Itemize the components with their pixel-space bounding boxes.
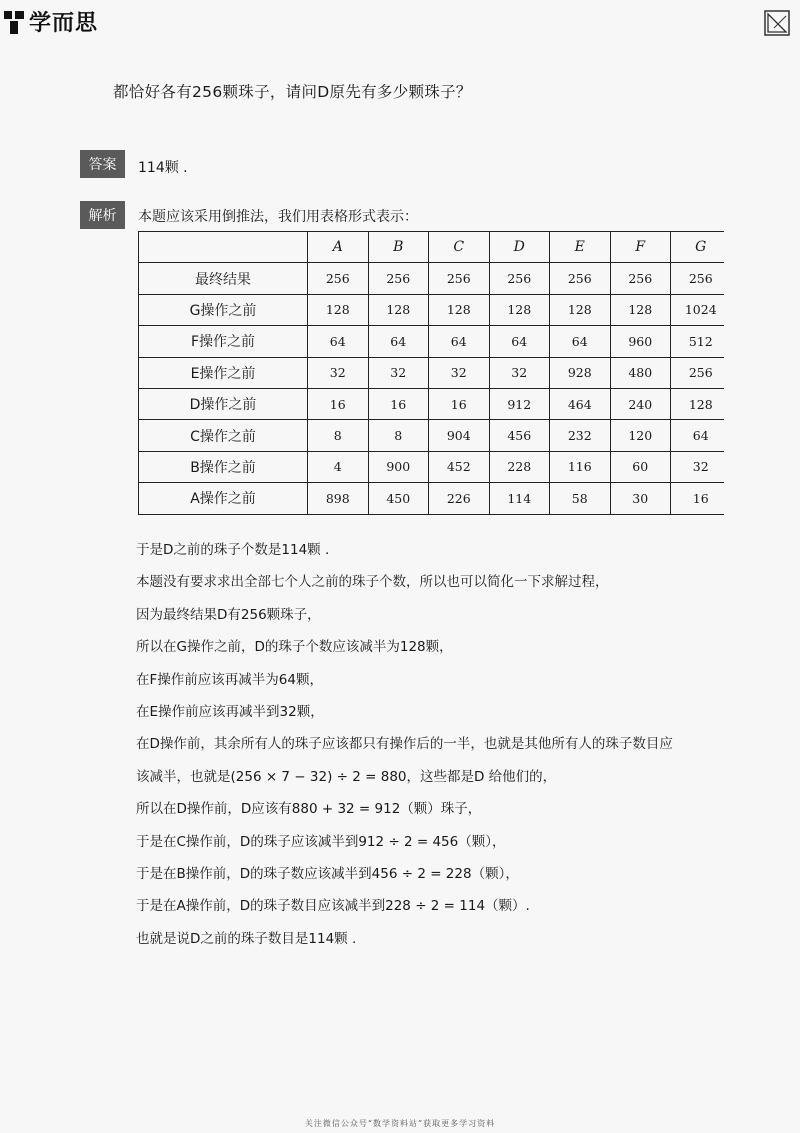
table-clip-mask [724,228,800,538]
table-cell: 30 [610,483,671,514]
table-row [139,420,732,451]
solution-line: 所以在D操作前，D应该有880 + 32 = 912（颗）珠子， [136,801,482,818]
table-cell: 512 [671,326,732,357]
table-row [139,388,732,419]
table-cell: 256 [368,263,429,294]
table-cell: 8 [368,420,429,451]
table-cell: 256 [550,263,611,294]
table-cell: 128 [610,294,671,325]
table-cell: 904 [429,420,490,451]
answer-tag: 答案 [80,150,125,178]
table-cell: 480 [610,357,671,388]
table-cell: 128 [308,294,369,325]
table-cell: 8 [308,420,369,451]
table-row [139,294,732,325]
table-row-label: G操作之前 [139,294,308,325]
solution-line: 在F操作前应该再减半为64颗， [136,671,323,688]
backward-steps-table [138,231,732,515]
table-cell: 16 [368,388,429,419]
table-cell: 928 [550,357,611,388]
table-row-label: F操作之前 [139,326,308,357]
footer-note: 关注微信公众号“数学资料站”获取更多学习资料 [304,1119,496,1128]
solution-line: 在D操作前，其余所有人的珠子应该都只有操作后的一半，也就是其他所有人的珠子数目应 [136,736,673,753]
table-cell: 128 [550,294,611,325]
table-cell: 256 [429,263,490,294]
solution-line: 于是在B操作前，D的珠子数应该减半到456 ÷ 2 = 228（颗）， [136,865,519,882]
solution-line: 于是D之前的珠子个数是114颗 . [136,542,330,558]
table-row-label: B操作之前 [139,451,308,482]
table-cell: 256 [671,263,732,294]
table-cell: 128 [429,294,490,325]
table-row [139,326,732,357]
table-cell: 114 [489,483,550,514]
solution-line: 于是在A操作前，D的珠子数目应该减半到228 ÷ 2 = 114（颗）. [136,898,530,915]
table-cell: 456 [489,420,550,451]
solution-line: 也就是说D之前的珠子数目是114颗 . [136,930,357,947]
brand-mark-icon [3,9,27,35]
table-cell: 16 [308,388,369,419]
table-cell: 256 [308,263,369,294]
question-text: 都恰好各有256颗珠子，请问D原先有多少颗珠子？ [113,83,472,101]
table-row-label: E操作之前 [139,357,308,388]
brand-name: 学而思 [29,11,99,36]
table-row-label: C操作之前 [139,420,308,451]
table-cell: 64 [550,326,611,357]
table-cell: 32 [308,357,369,388]
table-cell: 256 [671,357,732,388]
table-header-cell: D [489,232,550,263]
analysis-intro: 本题应该采用倒推法，我们用表格形式表示： [138,209,418,225]
table-header-cell: B [368,232,429,263]
table-cell: 1024 [671,294,732,325]
table-cell: 226 [429,483,490,514]
table-header-cell [139,232,308,263]
corner-logo-icon [762,8,792,38]
table-header-cell: G [671,232,732,263]
table-cell: 128 [489,294,550,325]
table-row-label: 最终结果 [139,263,308,294]
solution-line: 该减半，也就是(256 × 7 − 32) ÷ 2 = 880，这些都是D 给他们的， [136,768,557,785]
table-cell: 64 [671,420,732,451]
table-cell: 64 [308,326,369,357]
table-cell: 128 [368,294,429,325]
table-cell: 464 [550,388,611,419]
table-cell: 450 [368,483,429,514]
analysis-tag: 解析 [80,201,125,229]
table-cell: 128 [671,388,732,419]
table-cell: 4 [308,451,369,482]
table-cell: 452 [429,451,490,482]
table-row-label: A操作之前 [139,483,308,514]
solution-line: 于是在C操作前，D的珠子应该减半到912 ÷ 2 = 456（颗）， [136,833,506,850]
table-cell: 16 [429,388,490,419]
table-cell: 912 [489,388,550,419]
table-cell: 960 [610,326,671,357]
table-row-label: D操作之前 [139,388,308,419]
solution-line: 所以在G操作之前，D的珠子个数应该减半为128颗， [136,639,453,656]
table-cell: 32 [671,451,732,482]
table-cell: 60 [610,451,671,482]
table-cell: 16 [671,483,732,514]
table-cell: 120 [610,420,671,451]
brand-logo [3,6,98,37]
table-cell: 64 [429,326,490,357]
answer-text: 114颗 . [138,160,188,176]
table-cell: 256 [489,263,550,294]
table-row [139,357,732,388]
solution-lines [136,541,736,962]
table-cell: 58 [550,483,611,514]
table-cell: 228 [489,451,550,482]
table-cell: 32 [429,357,490,388]
table-header-cell: F [610,232,671,263]
table-cell: 116 [550,451,611,482]
table-cell: 898 [308,483,369,514]
table-header-row [139,232,732,263]
solution-line: 本题没有要求求出全部七个人之前的珠子个数，所以也可以简化一下求解过程， [136,574,609,591]
table-cell: 232 [550,420,611,451]
table-cell: 900 [368,451,429,482]
table-cell: 32 [489,357,550,388]
solution-line: 在E操作前应该再减半到32颗， [136,703,324,720]
table-cell: 32 [368,357,429,388]
table-header-cell: E [550,232,611,263]
table-header-cell: A [308,232,369,263]
solution-line: 因为最终结果D有256颗珠子， [136,606,321,623]
table-header-cell: C [429,232,490,263]
table-row [139,263,732,294]
table-row [139,451,732,482]
table-cell: 64 [489,326,550,357]
table-cell: 256 [610,263,671,294]
table-cell: 64 [368,326,429,357]
table-cell: 240 [610,388,671,419]
table-row [139,483,732,514]
